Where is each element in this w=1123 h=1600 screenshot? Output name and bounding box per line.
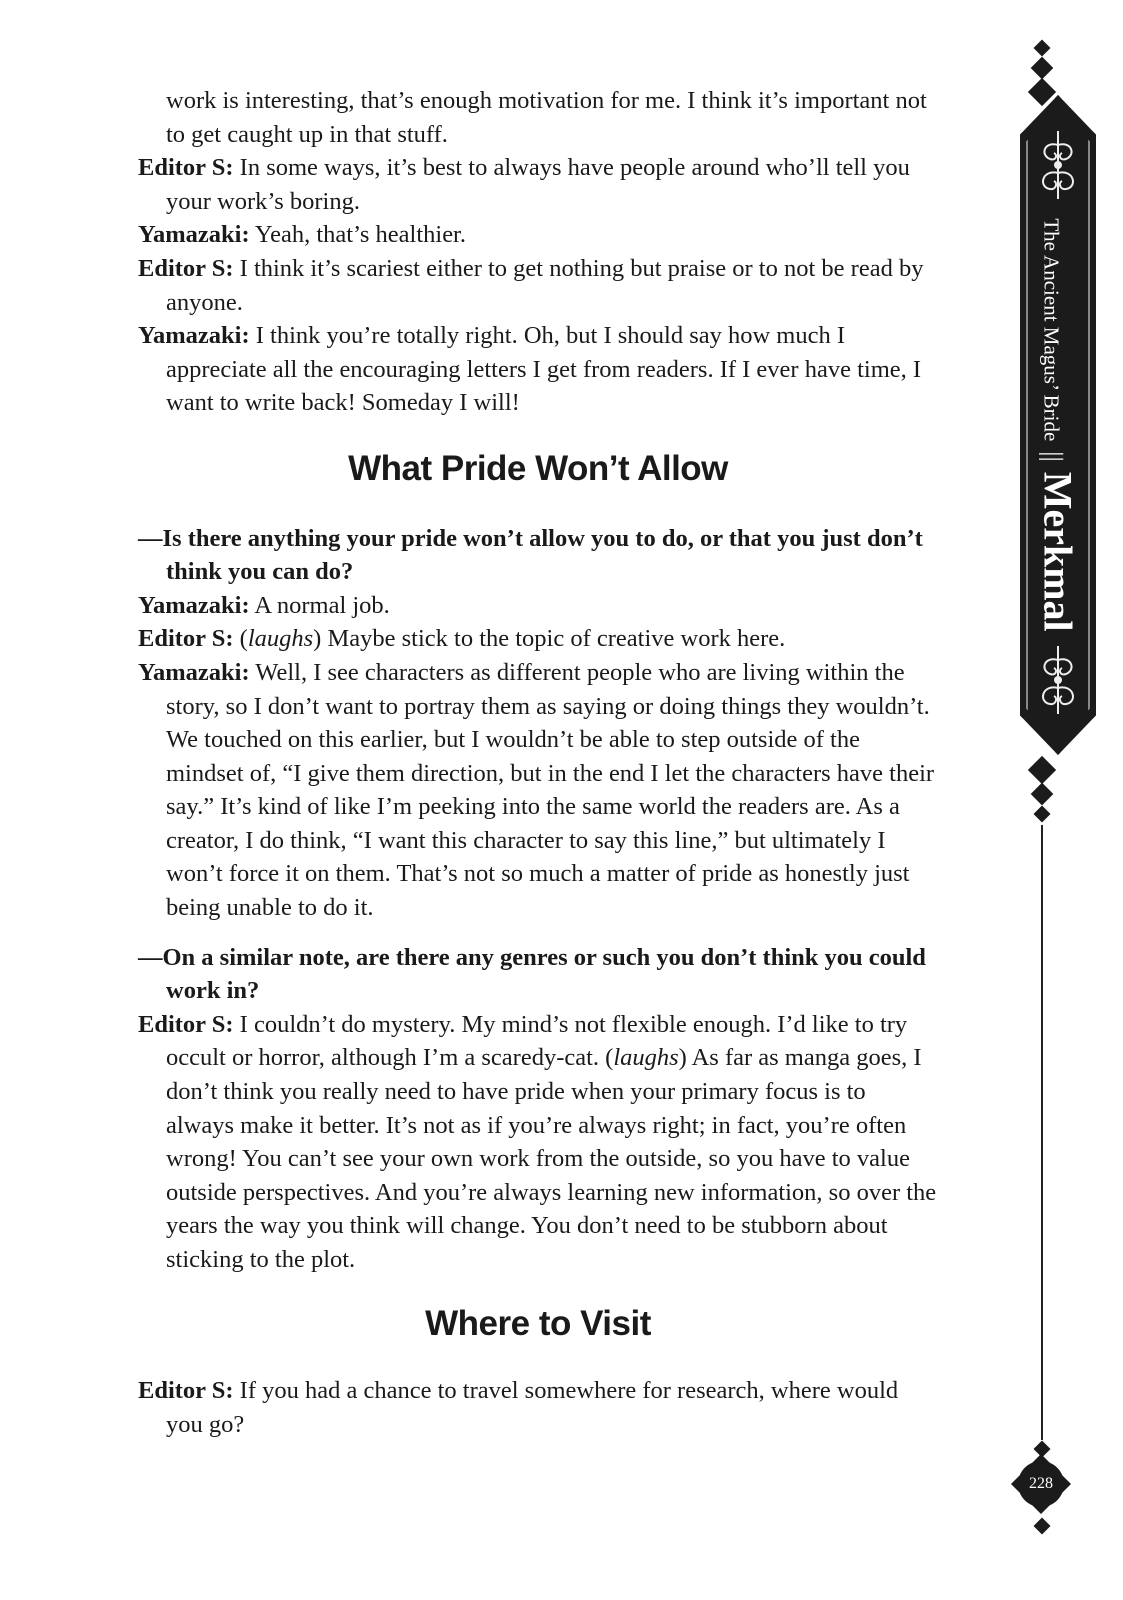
dialogue-text: ) As far as manga goes, I don’t think you really need to have pride when your primary focus is to always make it better. It’s not as if you’re always right; in fact, you’re often wrong! You can’t see your own work from the outside, so you have to value outside perspectives. And you’re always learning new information, so over the years the way you think will change. You don’t need to be stubborn about sticking to the plot.	[166, 1044, 937, 1273]
aside-laughs: laughs	[613, 1044, 679, 1072]
dialogue-line	[138, 218, 938, 252]
speaker-label: Editor S:	[138, 1010, 234, 1038]
dialogue-text: I think you’re totally right. Oh, but I should say how much I appreciate all the encouraging letters I get from readers. If I ever have time, I want to write back! Someday I will!	[166, 322, 922, 417]
interview-question: —Is there anything your pride won’t allow you to do, or that you just don’t think you can do?	[138, 524, 923, 586]
dialogue-text: If you had a chance to travel somewhere for research, where would you go?	[166, 1377, 899, 1438]
dialogue-line	[138, 319, 938, 420]
dialogue-text: In some ways, it’s best to always have people around who’ll tell you your work’s boring.	[166, 154, 910, 215]
speaker-label: Editor S:	[138, 154, 234, 182]
speaker-label: Yamazaki:	[138, 221, 250, 249]
continued-paragraph: work is interesting, that’s enough motivation for me. I think it’s important not to get caught up in that stuff.	[166, 87, 927, 148]
section-heading-pride: What Pride Won’t Allow	[348, 448, 728, 488]
aside-laughs: laughs	[247, 625, 314, 653]
speaker-label: Editor S:	[138, 1377, 234, 1405]
book-title: The Ancient Magus’ Bride	[1039, 218, 1064, 442]
section-heading-visit: Where to Visit	[425, 1303, 651, 1343]
speaker-label: Yamazaki:	[138, 322, 250, 350]
dialogue-line	[138, 1008, 938, 1277]
dialogue-text: Well, I see characters as different people who are living within the story, so I don’t want to portray them as saying or doing things they wouldn’t. We touched on this earlier, but I wouldn’t be able to step outside of the mindset of, “I give them direction, but in the end I let the characters have their say.” It’s kind of like I’m peeking into the same world the readers are. As a creator, I do think, “I want this character to say this line,” but ultimately I won’t force it on them. That’s not so much a matter of pride as honestly just being unable to do it.	[166, 658, 935, 922]
interview-question: —On a similar note, are there any genres or such you don’t think you could work in?	[138, 943, 926, 1005]
running-title-banner	[1000, 0, 1123, 1600]
speaker-label: Editor S:	[138, 254, 234, 282]
dialogue-line	[138, 151, 938, 218]
page-body	[138, 84, 938, 1441]
dialogue-line	[138, 589, 938, 623]
flourish-bottom-icon	[1030, 640, 1086, 720]
speaker-label: Yamazaki:	[138, 591, 250, 619]
dialogue-text: (	[233, 625, 248, 653]
flourish-top-icon	[1030, 125, 1086, 205]
dialogue-text: I think it’s scariest either to get nothing but praise or to not be read by anyone.	[166, 254, 924, 316]
dialogue-text: Yeah, that’s healthier.	[249, 221, 466, 249]
dialogue-line	[138, 1374, 938, 1441]
dialogue-line	[138, 656, 938, 925]
dialogue-line	[138, 622, 938, 656]
book-subtitle: Merkmal	[1035, 471, 1081, 632]
dialogue-text: I couldn’t do mystery. My mind’s not flexible enough. I’d like to try occult or horror, although I’m a scaredy-cat. (	[166, 1010, 908, 1072]
dialogue-text: ) Maybe stick to the topic of creative work here.	[313, 625, 786, 653]
speaker-label: Yamazaki:	[138, 658, 250, 686]
page-number: 228	[1018, 1461, 1064, 1507]
dialogue-line	[138, 252, 938, 319]
speaker-label: Editor S:	[138, 625, 234, 653]
running-title	[1035, 218, 1082, 631]
side-rule	[1041, 825, 1043, 1440]
title-separator: ||	[1038, 451, 1068, 462]
dialogue-text: A normal job.	[249, 591, 390, 619]
